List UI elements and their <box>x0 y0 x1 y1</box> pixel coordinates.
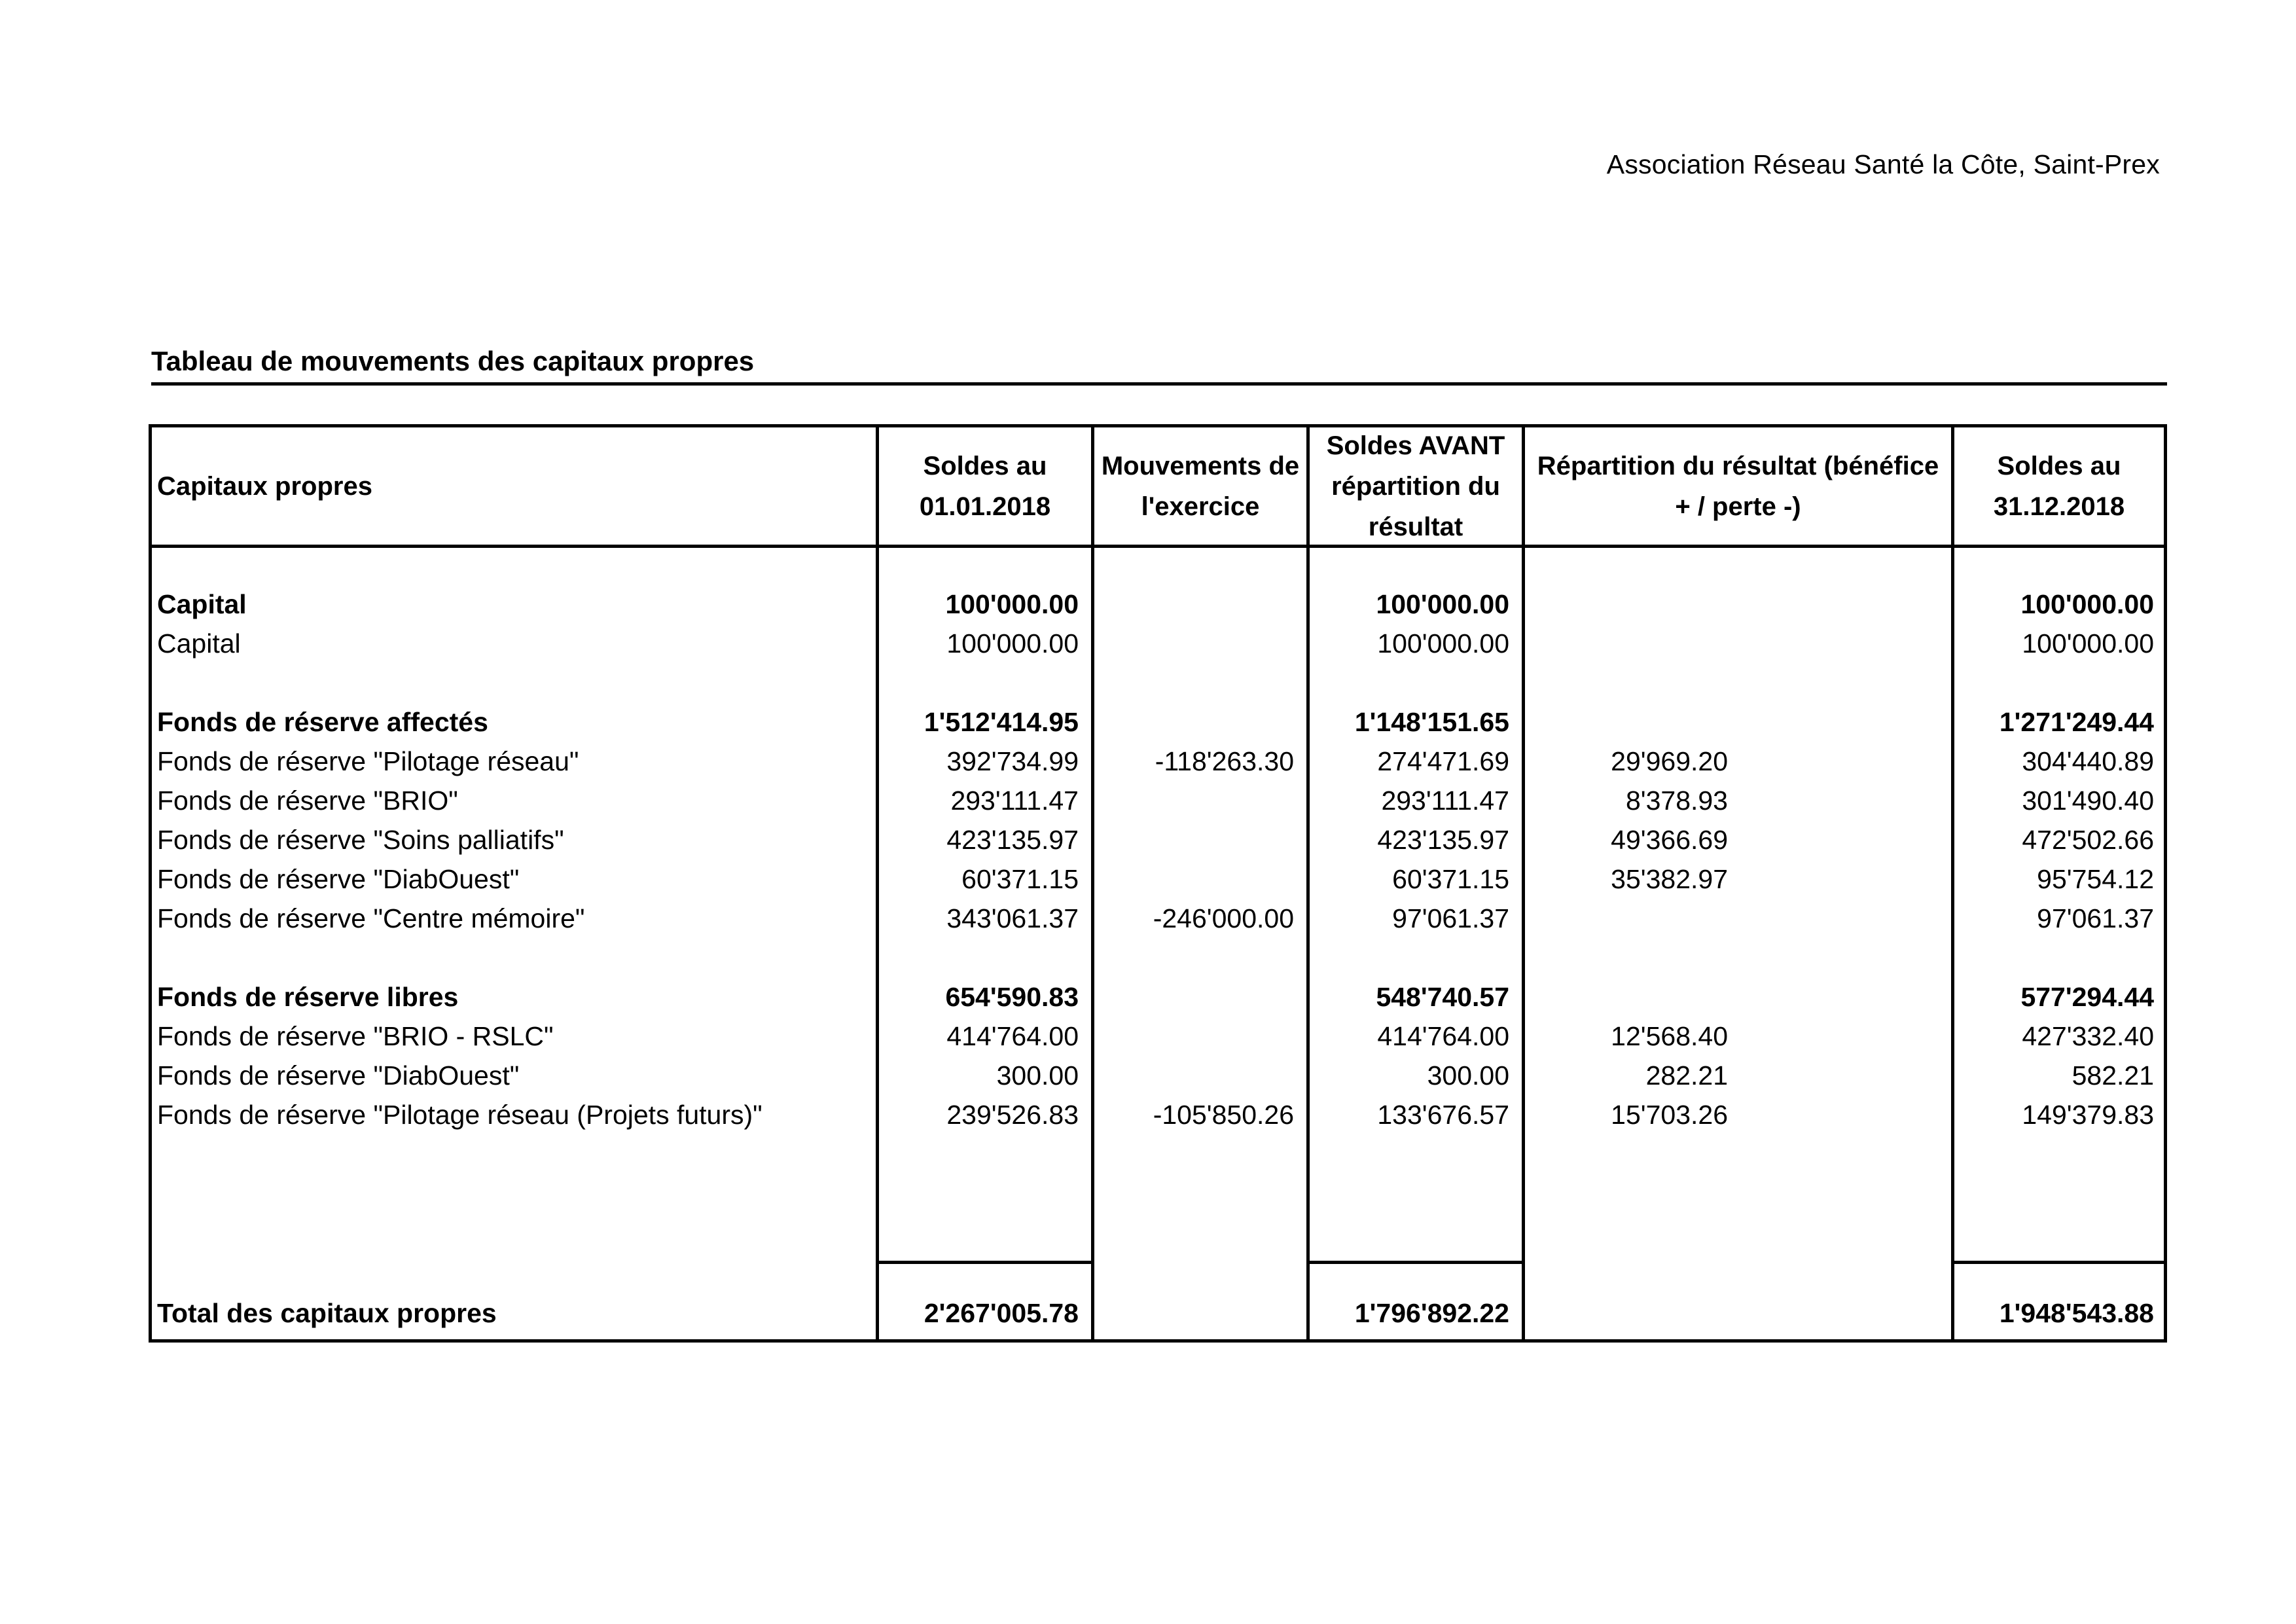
table-row <box>152 624 2164 663</box>
table-row <box>152 742 2164 781</box>
cell-soldes-01-01: 293'111.47 <box>950 785 1079 816</box>
row-label: Fonds de réserve "BRIO - RSLC" <box>157 1021 554 1051</box>
cell-repartition: 29'969.20 <box>1611 746 1728 776</box>
cell-mouvements <box>1094 859 1294 899</box>
cell-soldes-01-01: 343'061.37 <box>946 903 1079 933</box>
cell-soldes-31-12: 472'502.66 <box>2022 825 2154 855</box>
row-label: Fonds de réserve affectés <box>157 707 488 737</box>
col-header-capitaux-propres: Capitaux propres <box>157 471 372 501</box>
cell-repartition <box>1525 899 1728 938</box>
cell-soldes-31-12: 100'000.00 <box>2020 589 2154 619</box>
section-row <box>152 977 2164 1017</box>
cell-mouvements <box>1094 702 1294 742</box>
total-separator-line <box>876 1261 1094 1264</box>
cell-soldes-31-12: 582.21 <box>2072 1060 2154 1091</box>
cell-mouvements: -246'000.00 <box>1153 903 1294 933</box>
cell-soldes-31-12: 95'754.12 <box>2037 864 2154 894</box>
cell-soldes-avant: 100'000.00 <box>1376 589 1509 619</box>
organization-name: Association Réseau Santé la Côte, Saint-Prex <box>1606 149 2160 179</box>
cell-soldes-01-01: 423'135.97 <box>946 825 1079 855</box>
table-row <box>152 1056 2164 1095</box>
cell-soldes-31-12: 304'440.89 <box>2022 746 2154 776</box>
cell-soldes-avant: 293'111.47 <box>1381 785 1509 816</box>
cell-soldes-31-12: 1'271'249.44 <box>1999 707 2154 737</box>
total-soldes-01-01: 2'267'005.78 <box>924 1298 1079 1328</box>
col-header-soldes-avant-repartition: Soldes AVANT répartition du résultat <box>1326 431 1505 541</box>
cell-repartition <box>1525 977 1728 1017</box>
cell-soldes-01-01: 100'000.00 <box>945 589 1079 619</box>
cell-mouvements <box>1094 1056 1294 1095</box>
cell-soldes-avant: 300.00 <box>1427 1060 1509 1091</box>
cell-soldes-31-12: 427'332.40 <box>2022 1021 2154 1051</box>
cell-soldes-01-01: 392'734.99 <box>946 746 1079 776</box>
table-row <box>152 1095 2164 1134</box>
cell-soldes-31-12: 149'379.83 <box>2022 1100 2154 1130</box>
row-label: Fonds de réserve libres <box>157 982 459 1012</box>
cell-soldes-avant: 60'371.15 <box>1392 864 1509 894</box>
cell-soldes-avant: 133'676.57 <box>1377 1100 1509 1130</box>
equity-movements-table <box>149 424 2167 1343</box>
cell-repartition <box>1525 585 1728 624</box>
cell-mouvements: -105'850.26 <box>1153 1100 1294 1130</box>
cell-mouvements <box>1094 781 1294 820</box>
cell-soldes-01-01: 1'512'414.95 <box>924 707 1079 737</box>
cell-repartition: 282.21 <box>1645 1060 1728 1091</box>
cell-soldes-01-01: 100'000.00 <box>946 628 1079 659</box>
col-header-mouvements: Mouvements de l'exercice <box>1101 451 1300 521</box>
cell-soldes-avant: 423'135.97 <box>1377 825 1509 855</box>
table-row <box>152 899 2164 938</box>
row-label: Fonds de réserve "BRIO" <box>157 785 458 816</box>
cell-repartition <box>1525 624 1728 663</box>
total-repartition <box>1525 1293 1728 1333</box>
cell-soldes-01-01: 239'526.83 <box>946 1100 1079 1130</box>
total-row <box>152 1293 2164 1333</box>
cell-soldes-avant: 1'148'151.65 <box>1354 707 1509 737</box>
row-label: Capital <box>157 589 247 619</box>
cell-mouvements <box>1094 624 1294 663</box>
row-label: Fonds de réserve "Pilotage réseau (Projets futurs)" <box>157 1100 762 1130</box>
table-row <box>152 820 2164 859</box>
cell-soldes-avant: 100'000.00 <box>1377 628 1509 659</box>
cell-repartition: 49'366.69 <box>1611 825 1728 855</box>
total-soldes-avant: 1'796'892.22 <box>1354 1298 1509 1328</box>
row-label: Fonds de réserve "Centre mémoire" <box>157 903 585 933</box>
cell-soldes-31-12: 577'294.44 <box>2020 982 2154 1012</box>
cell-mouvements <box>1094 585 1294 624</box>
total-separator-line <box>1306 1261 1525 1264</box>
row-label: Fonds de réserve "DiabOuest" <box>157 1060 520 1091</box>
total-mouvements <box>1094 1293 1294 1333</box>
cell-soldes-31-12: 301'490.40 <box>2022 785 2154 816</box>
page-title: Tableau de mouvements des capitaux propres <box>151 346 2167 386</box>
row-label: Capital <box>157 628 241 659</box>
cell-soldes-01-01: 60'371.15 <box>961 864 1079 894</box>
row-label: Fonds de réserve "Soins palliatifs" <box>157 825 564 855</box>
cell-soldes-avant: 274'471.69 <box>1377 746 1509 776</box>
col-header-repartition-resultat: Répartition du résultat (bénéfice + / perte -) <box>1537 451 1939 521</box>
cell-soldes-01-01: 300.00 <box>996 1060 1079 1091</box>
cell-soldes-01-01: 654'590.83 <box>945 982 1079 1012</box>
cell-repartition: 8'378.93 <box>1625 785 1728 816</box>
cell-soldes-avant: 414'764.00 <box>1377 1021 1509 1051</box>
col-header-soldes-31-12-2018: Soldes au 31.12.2018 <box>1993 451 2125 521</box>
cell-repartition: 15'703.26 <box>1611 1100 1728 1130</box>
cell-mouvements <box>1094 820 1294 859</box>
section-row <box>152 585 2164 624</box>
cell-repartition: 35'382.97 <box>1611 864 1728 894</box>
table-row <box>152 1017 2164 1056</box>
section-row <box>152 702 2164 742</box>
cell-soldes-31-12: 97'061.37 <box>2037 903 2154 933</box>
cell-mouvements <box>1094 977 1294 1017</box>
cell-repartition <box>1525 702 1728 742</box>
table-row <box>152 859 2164 899</box>
row-label: Fonds de réserve "Pilotage réseau" <box>157 746 579 776</box>
row-label: Fonds de réserve "DiabOuest" <box>157 864 520 894</box>
col-header-soldes-01-01-2018: Soldes au 01.01.2018 <box>919 451 1051 521</box>
cell-soldes-01-01: 414'764.00 <box>946 1021 1079 1051</box>
table-row <box>152 781 2164 820</box>
cell-mouvements: -118'263.30 <box>1155 746 1294 776</box>
table-header <box>152 427 2164 548</box>
cell-soldes-avant: 548'740.57 <box>1376 982 1509 1012</box>
cell-soldes-avant: 97'061.37 <box>1392 903 1509 933</box>
cell-mouvements <box>1094 1017 1294 1056</box>
row-label: Total des capitaux propres <box>157 1298 497 1328</box>
total-separator-line <box>1951 1261 2167 1264</box>
total-soldes-31-12: 1'948'543.88 <box>1999 1298 2154 1328</box>
cell-soldes-31-12: 100'000.00 <box>2022 628 2154 659</box>
cell-repartition: 12'568.40 <box>1611 1021 1728 1051</box>
